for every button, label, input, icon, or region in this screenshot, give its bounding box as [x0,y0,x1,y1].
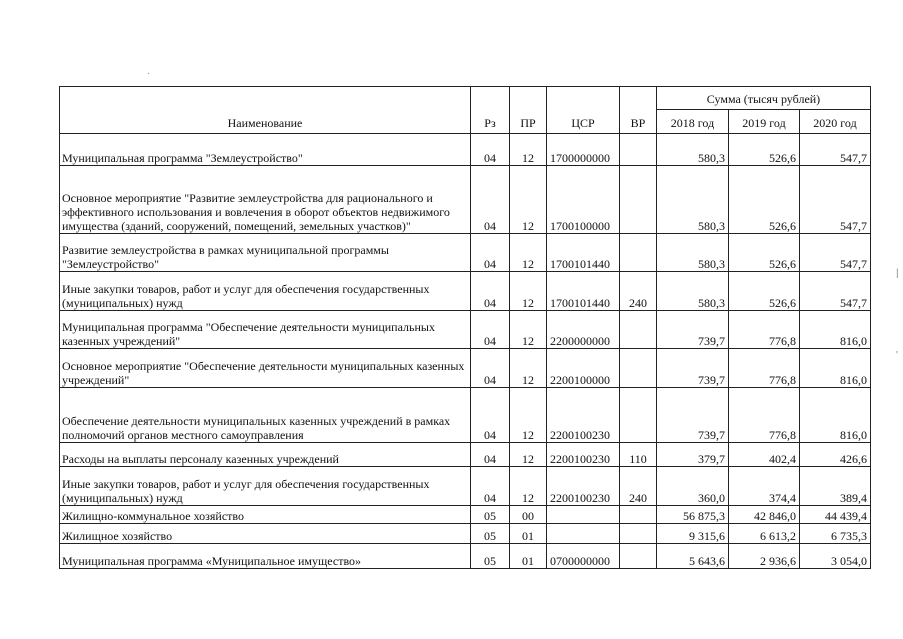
row-rz: 05 [471,506,510,524]
row-rz: 04 [471,467,510,506]
row-vr [620,388,657,443]
row-csr: 2200100000 [547,349,620,388]
row-pr: 12 [510,234,547,272]
row-vr [620,506,657,524]
row-2018: 379,7 [657,443,729,467]
table-row [60,166,871,234]
row-csr: 1700000000 [547,134,620,166]
row-rz: 04 [471,166,510,234]
row-vr: 240 [620,272,657,311]
header-name: Наименование [60,87,471,134]
row-name: Развитие землеустройства в рамках муниципальной программы "Землеустройство" [60,234,471,272]
row-name: Иные закупки товаров, работ и услуг для обеспечения государственных (муниципальных) нужд [60,272,471,311]
table-body [60,134,871,569]
table-row [60,272,871,311]
row-csr: 1700100000 [547,166,620,234]
row-vr [620,234,657,272]
row-rz: 04 [471,234,510,272]
table-row [60,134,871,166]
row-2020: 6 735,3 [800,524,871,544]
row-name: Муниципальная программа "Землеустройство" [60,134,471,166]
row-vr: 110 [620,443,657,467]
row-vr [620,349,657,388]
row-2018: 9 315,6 [657,524,729,544]
budget-table [59,86,871,569]
row-2020: 389,4 [800,467,871,506]
header-2018: 2018 год [657,110,729,134]
row-2019: 2 936,6 [729,544,800,569]
table-row [60,388,871,443]
row-pr: 12 [510,443,547,467]
row-rz: 04 [471,311,510,349]
row-csr: 2200100230 [547,443,620,467]
header-row-1 [60,87,871,110]
row-name: Жилищное хозяйство [60,524,471,544]
header-csr: ЦСР [547,87,620,134]
row-pr: 12 [510,388,547,443]
row-2019: 526,6 [729,234,800,272]
scan-mark: · [147,68,151,79]
table-row [60,311,871,349]
row-2018: 739,7 [657,311,729,349]
header-vr: ВР [620,87,657,134]
header-rz: Рз [471,87,510,134]
row-pr: 12 [510,166,547,234]
table-row [60,467,871,506]
row-2019: 526,6 [729,166,800,234]
row-2020: 547,7 [800,234,871,272]
row-csr [547,506,620,524]
row-pr: 00 [510,506,547,524]
header-2020: 2020 год [800,110,871,134]
row-2019: 776,8 [729,388,800,443]
row-pr: 01 [510,524,547,544]
row-pr: 01 [510,544,547,569]
row-csr [547,524,620,544]
row-rz: 05 [471,544,510,569]
row-2018: 580,3 [657,134,729,166]
row-rz: 04 [471,443,510,467]
row-rz: 04 [471,349,510,388]
row-2020: 816,0 [800,388,871,443]
row-2019: 6 613,2 [729,524,800,544]
table-row [60,506,871,524]
row-name: Муниципальная программа "Обеспечение деятельности муниципальных казенных учреждений" [60,311,471,349]
row-2018: 5 643,6 [657,544,729,569]
row-2018: 580,3 [657,166,729,234]
row-name: Муниципальная программа «Муниципальное имущество» [60,544,471,569]
row-pr: 12 [510,311,547,349]
row-vr [620,311,657,349]
row-csr: 2200100230 [547,388,620,443]
row-2020: 547,7 [800,272,871,311]
row-2019: 526,6 [729,134,800,166]
row-pr: 12 [510,349,547,388]
row-2019: 776,8 [729,311,800,349]
scan-mark: ' [896,350,898,361]
header-pr: ПР [510,87,547,134]
table-row [60,544,871,569]
scan-mark: | [896,268,899,279]
row-2020: 547,7 [800,166,871,234]
row-csr: 1700101440 [547,272,620,311]
row-csr: 2200000000 [547,311,620,349]
row-vr [620,134,657,166]
row-csr: 0700000000 [547,544,620,569]
table-row [60,524,871,544]
row-2018: 739,7 [657,349,729,388]
row-2018: 360,0 [657,467,729,506]
row-2019: 526,6 [729,272,800,311]
row-pr: 12 [510,134,547,166]
row-pr: 12 [510,467,547,506]
row-name: Основное мероприятие "Обеспечение деятельности муниципальных казенных учреждений" [60,349,471,388]
row-name: Жилищно-коммунальное хозяйство [60,506,471,524]
row-vr [620,166,657,234]
row-name: Расходы на выплаты персоналу казенных учреждений [60,443,471,467]
table-row [60,349,871,388]
row-2018: 580,3 [657,234,729,272]
row-rz: 04 [471,134,510,166]
row-2020: 426,6 [800,443,871,467]
row-2018: 580,3 [657,272,729,311]
row-2020: 816,0 [800,311,871,349]
row-rz: 05 [471,524,510,544]
row-2019: 374,4 [729,467,800,506]
row-rz: 04 [471,388,510,443]
row-2020: 44 439,4 [800,506,871,524]
row-2019: 402,4 [729,443,800,467]
row-2018: 56 875,3 [657,506,729,524]
row-vr [620,524,657,544]
row-csr: 2200100230 [547,467,620,506]
row-name: Основное мероприятие "Развитие землеустройства для рационального и эффективного использования и вовлечения в оборот объектов недвижимого имущества (зданий, сооружений, помещений, земельных участков)" [60,166,471,234]
row-2020: 547,7 [800,134,871,166]
row-2018: 739,7 [657,388,729,443]
header-2019: 2019 год [729,110,800,134]
row-name: Иные закупки товаров, работ и услуг для обеспечения государственных (муниципальных) нужд [60,467,471,506]
row-name: Обеспечение деятельности муниципальных казенных учреждений в рамках полномочий органов местного самоуправления [60,388,471,443]
row-2019: 776,8 [729,349,800,388]
table-row [60,443,871,467]
row-2020: 816,0 [800,349,871,388]
row-vr [620,544,657,569]
row-vr: 240 [620,467,657,506]
table-row [60,234,871,272]
row-pr: 12 [510,272,547,311]
row-2019: 42 846,0 [729,506,800,524]
header-sum: Сумма (тысяч рублей) [657,87,871,110]
row-csr: 1700101440 [547,234,620,272]
row-2020: 3 054,0 [800,544,871,569]
row-rz: 04 [471,272,510,311]
